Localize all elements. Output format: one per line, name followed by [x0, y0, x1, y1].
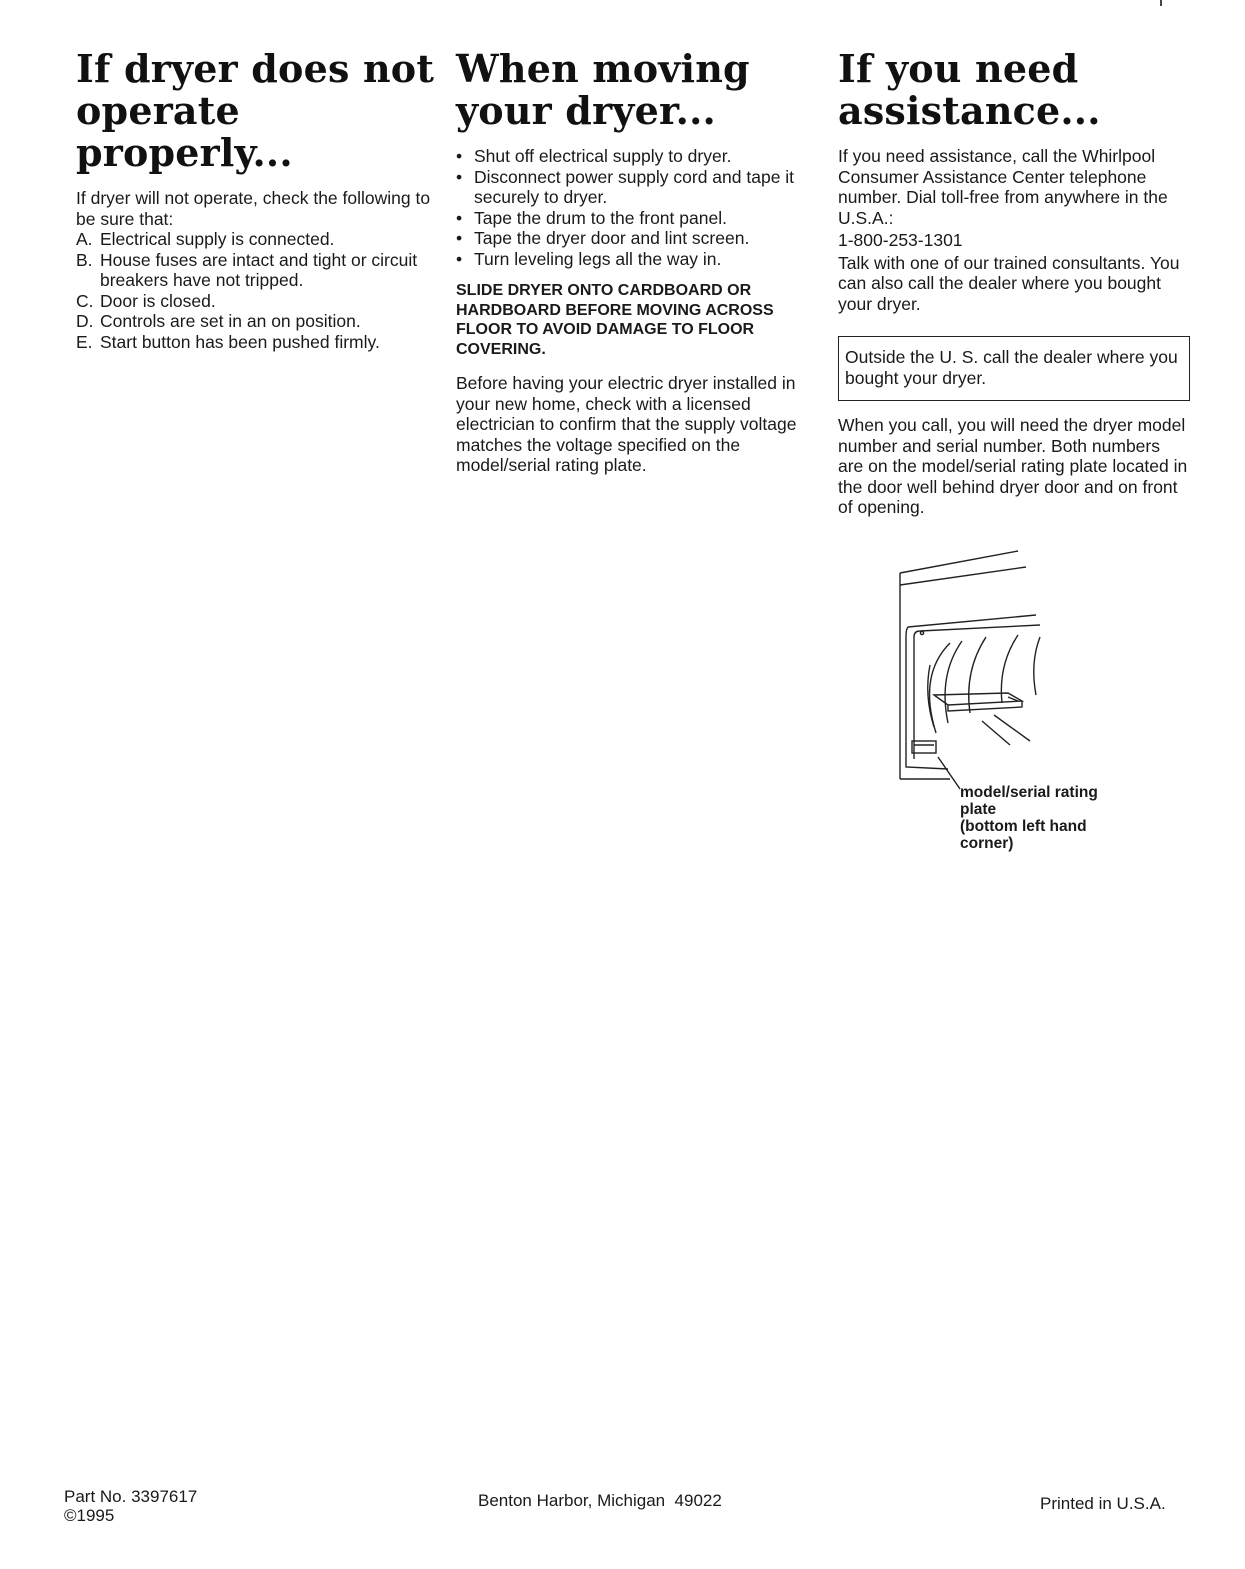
list-item — [456, 208, 806, 229]
item-text: House fuses are intact and tight or circuit breakers have not tripped. — [100, 249, 418, 290]
list-item — [456, 228, 806, 249]
assistance-heading: If you need assistance... — [838, 46, 1101, 133]
item-text: Shut off electrical supply to dryer. — [474, 146, 732, 166]
footer-printed: Printed in U.S.A. — [1040, 1494, 1166, 1513]
caption-title: model/serial rating plate — [960, 784, 1098, 818]
page-corner-mark — [1160, 0, 1162, 6]
drum-shadow-line-1 — [982, 721, 1010, 745]
drum-shadow-line-2 — [994, 715, 1030, 741]
bullet-icon: • — [456, 228, 463, 248]
item-text: Electrical supply is connected. — [100, 229, 335, 249]
item-text: Tape the dryer door and lint screen. — [474, 228, 750, 248]
copyright: ©1995 — [64, 1506, 115, 1525]
item-letter: C. — [76, 290, 94, 311]
item-text: Door is closed. — [100, 290, 216, 311]
bullet-icon: • — [456, 166, 463, 187]
list-item — [76, 291, 436, 312]
moving-section — [456, 48, 806, 476]
footer-city: Benton Harbor, Michigan 49022 — [478, 1491, 722, 1510]
dryer-door-illustration — [890, 545, 1060, 795]
rating-plate-rect — [912, 741, 936, 753]
assistance-talk: Talk with one of our trained consultants. You can also call the dealer where you bought your dryer. — [838, 252, 1180, 314]
assistance-section — [838, 48, 1190, 518]
phone-number: 1-800-253-1301 — [838, 230, 963, 250]
troubleshooting-checklist — [76, 229, 436, 352]
dryer-top-edge-line — [900, 551, 1018, 573]
item-text: Turn leveling legs all the way in. — [474, 248, 722, 269]
figure-caption — [960, 784, 1110, 852]
bullet-icon: • — [456, 248, 463, 269]
part-number: Part No. 3397617 — [64, 1487, 198, 1506]
bullet-icon: • — [456, 207, 463, 228]
outside-us-box: Outside the U. S. call the dealer where you bought your dryer. — [838, 336, 1190, 401]
item-letter: B. — [76, 249, 93, 270]
lint-shelf — [934, 693, 1022, 705]
list-item — [76, 250, 436, 291]
item-letter: E. — [76, 331, 93, 352]
assistance-when-call: When you call, you will need the dryer model number and serial number. Both numbers are on the model/serial rating plate located in the door well behind dryer door and on front of opening. — [838, 415, 1188, 517]
door-well-top-line — [908, 615, 1036, 627]
moving-heading: When moving your dryer... — [456, 46, 750, 133]
item-letter: A. — [76, 229, 93, 249]
list-item — [76, 332, 436, 353]
drum-curve-inner — [928, 665, 934, 727]
drum-rib-1 — [969, 637, 986, 713]
list-item — [456, 167, 806, 208]
door-well-inner-top — [914, 625, 1040, 637]
item-letter: D. — [76, 311, 94, 331]
item-text: Controls are set in an on position. — [100, 311, 361, 331]
list-item — [456, 249, 806, 270]
list-item — [76, 311, 436, 332]
list-item — [456, 146, 806, 167]
leader-line — [938, 757, 960, 789]
moving-paragraph: Before having your electric dryer installed in your new home, check with a licensed electrician to confirm that the supply voltage matches the voltage specified on the model/serial rating plate. — [456, 373, 797, 475]
item-text: Tape the drum to the front panel. — [474, 207, 727, 228]
list-item — [76, 229, 436, 250]
troubleshooting-section — [76, 48, 436, 352]
caption-location: (bottom left hand corner) — [960, 818, 1087, 852]
moving-warning: SLIDE DRYER ONTO CARDBOARD OR HARDBOARD BEFORE MOVING ACROSS FLOOR TO AVOID DAMAGE TO FLOOR COVERING. — [456, 282, 774, 358]
screw-icon — [920, 631, 923, 634]
footer-part-info — [64, 1487, 197, 1525]
drum-rib-3 — [1034, 637, 1040, 695]
troubleshooting-heading: If dryer does not operate properly... — [76, 46, 435, 175]
bullet-icon: • — [456, 146, 463, 166]
moving-steps — [456, 146, 806, 269]
assistance-intro: If you need assistance, call the Whirlpool Consumer Assistance Center telephone number. Dial toll-free from anywhere in the U.S.A.: — [838, 146, 1168, 228]
troubleshooting-intro: If dryer will not operate, check the following to be sure that: — [76, 188, 431, 229]
item-text: Start button has been pushed firmly. — [100, 331, 380, 352]
item-text: Disconnect power supply cord and tape it securely to dryer. — [474, 166, 795, 207]
